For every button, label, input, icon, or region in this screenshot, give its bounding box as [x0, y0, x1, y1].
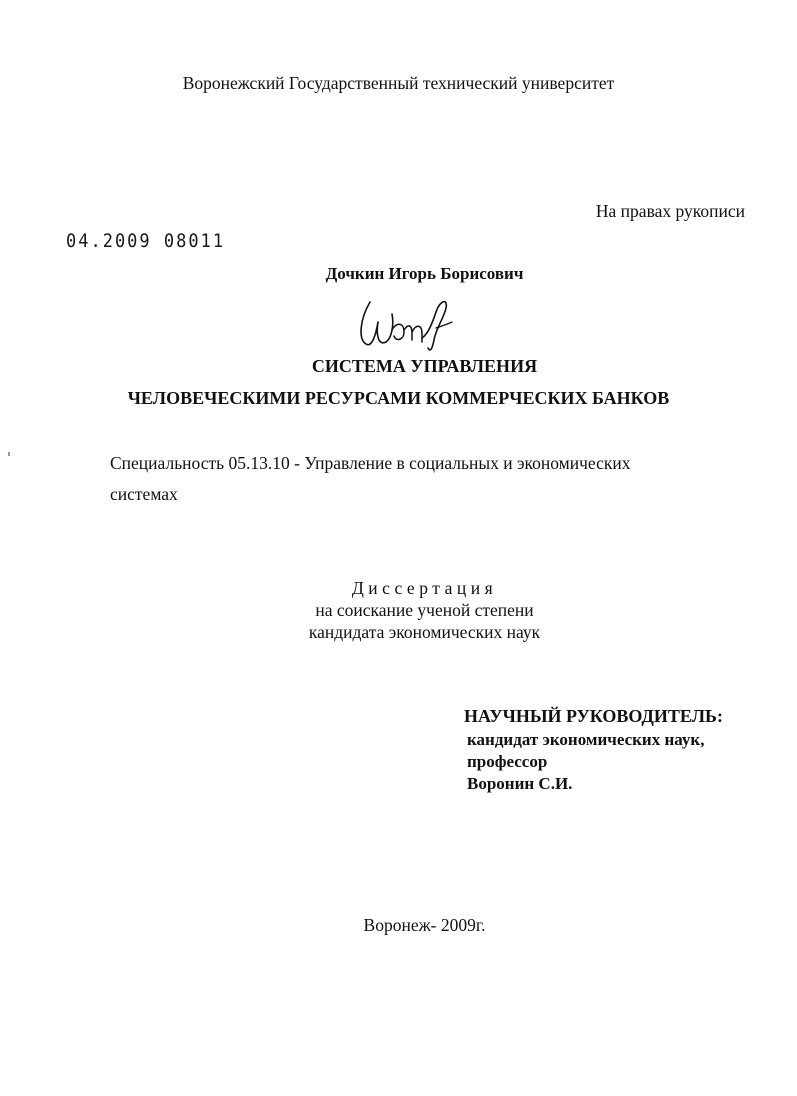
- supervisor-name: Воронин С.И.: [467, 774, 573, 793]
- dissertation-title-line1: СИСТЕМА УПРАВЛЕНИЯ: [311, 356, 538, 376]
- scan-speck: [8, 452, 10, 456]
- supervisor-heading: НАУЧНЫЙ РУКОВОДИТЕЛЬ:: [464, 706, 723, 726]
- supervisor-degree: кандидат экономических наук,: [467, 730, 705, 749]
- supervisor-title: профессор: [467, 752, 548, 771]
- specialty-line1: Специальность 05.13.10 - Управление в социальных и экономических: [110, 453, 631, 473]
- degree-purpose: на соискание ученой степени: [315, 600, 534, 620]
- dissertation-title-line2: ЧЕЛОВЕЧЕСКИМИ РЕСУРСАМИ КОММЕРЧЕСКИХ БАНКОВ: [127, 388, 670, 408]
- library-stamp: 04.2009 08011: [66, 231, 226, 253]
- degree-name: кандидата экономических наук: [308, 622, 541, 642]
- place-year: Воронеж- 2009г.: [363, 915, 486, 935]
- university-name: Воронежский Государственный технический университет: [182, 73, 615, 93]
- author-name: Дочкин Игорь Борисович: [325, 264, 524, 283]
- rights-notice: На правах рукописи: [595, 201, 745, 221]
- dissertation-heading: Диссертация: [351, 578, 498, 598]
- signature: [352, 294, 472, 354]
- specialty-line2: системах: [110, 484, 178, 504]
